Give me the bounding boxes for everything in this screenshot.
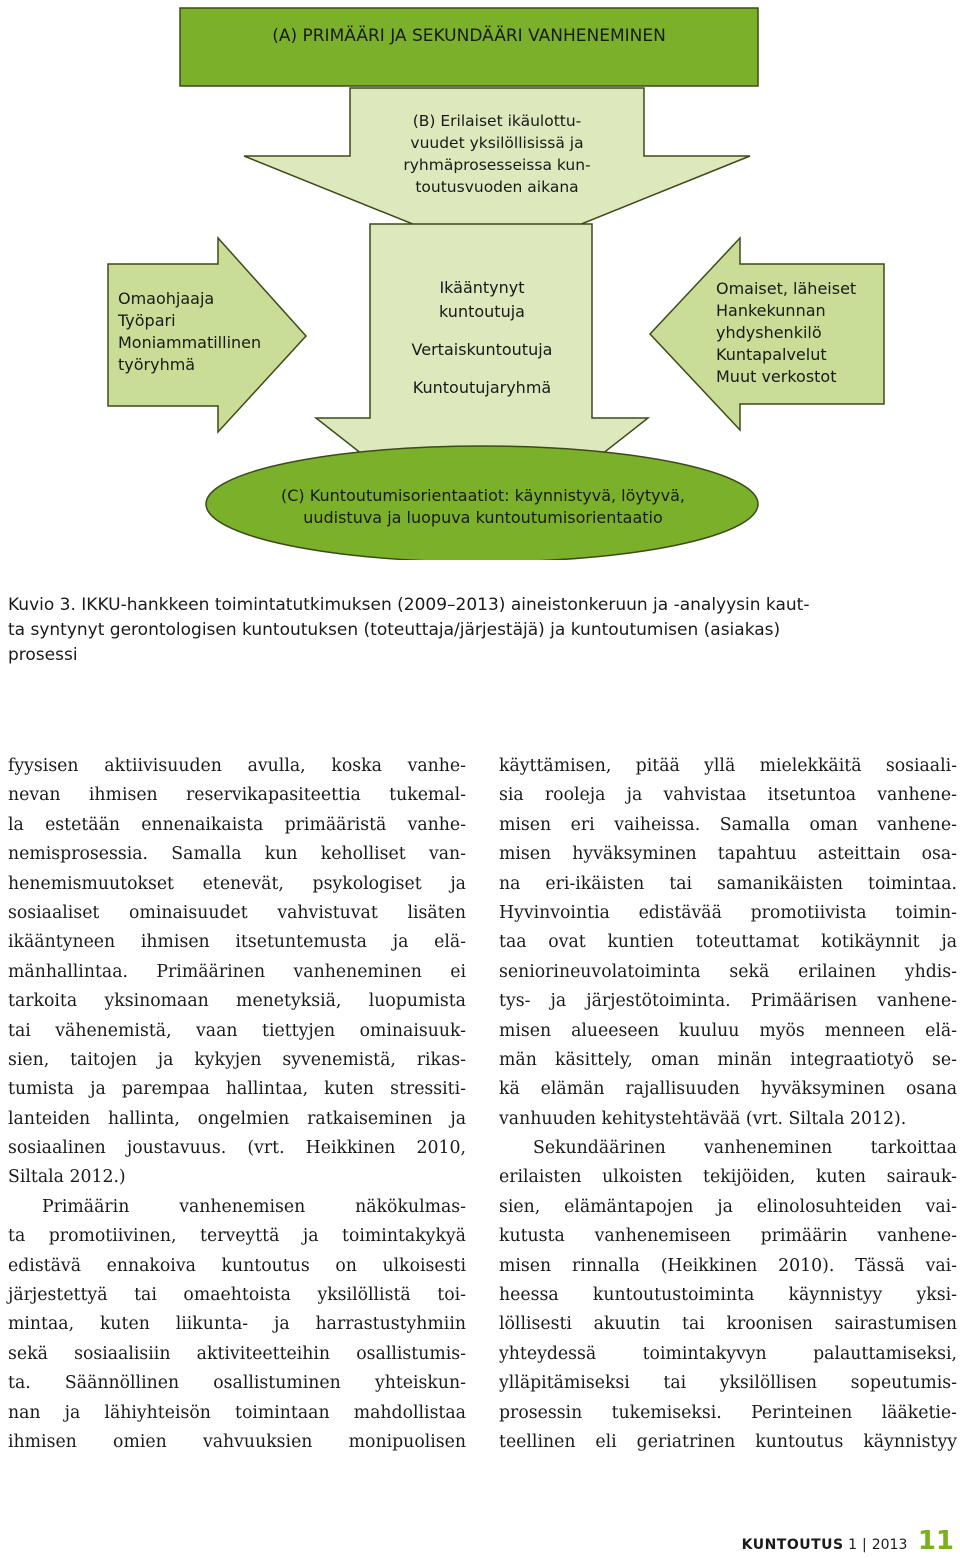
text-line: yhteydessä toimintakyvyn palauttamiseksi, [499, 1343, 957, 1364]
center-line: kuntoutuja [439, 302, 525, 321]
text-line: erilaisten ulkoisten tekijöiden, kuten sairauk- [499, 1167, 957, 1188]
text-line: sien, taitojen ja kykyjen syvenemistä, rikas- [8, 1049, 466, 1070]
text-line: nemisprosessia. Samalla kun keholliset van- [8, 844, 466, 865]
text-line: sosiaaliset ominaisuudet vahvistuvat lisäten [8, 902, 466, 923]
text-line: lanteiden hallinta, ongelmien ratkaiseminen ja [8, 1108, 466, 1129]
text-line: käyttämisen, pitää yllä mielekkäitä sosiaali- [499, 756, 957, 776]
issue-year: 2013 [871, 1537, 908, 1553]
left-arrow-line: työryhmä [118, 355, 196, 374]
text-line: Siltala 2012.) [8, 1167, 126, 1188]
text-line: misen rinnalla (Heikkinen 2010). Tässä vai- [499, 1255, 957, 1276]
text-line: ylläpitämiseksi tai yksilöllisen sopeutumis- [499, 1373, 957, 1394]
text-line: Primäärin vanhenemisen näkökulmas- [42, 1196, 466, 1217]
caption-line: prosessi [8, 645, 78, 665]
magazine-name: KUNTOUTUS [741, 1537, 844, 1553]
arrow-b-line: toutusvuoden aikana [415, 178, 579, 196]
text-line: tumista ja parempaa hallintaa, kuten stressiti- [8, 1079, 466, 1100]
text-line: vanhuuden kehitystehtävää (vrt. Siltala 2012). [499, 1108, 907, 1129]
text-line: na eri-ikäisten tai samanikäisten toimintaa. [499, 873, 957, 894]
caption-line: ta syntynyt gerontologisen kuntoutuksen (toteuttaja/järjestäjä) ja kuntoutumisen (asiakas) [8, 620, 781, 640]
text-line: nan ja lähiyhteisön toimintaan mahdollistaa [8, 1402, 466, 1423]
left-arrow-line: Omaohjaaja [118, 289, 215, 308]
text-line: la estetään ennenaikaista primääristä vanhe- [8, 814, 466, 835]
body-column-left [8, 752, 466, 1457]
right-arrow-line: yhdyshenkilö [716, 323, 822, 342]
center-arrow-text [384, 276, 580, 400]
text-line: ihmisen omien vahvuuksien monipuolisen [8, 1431, 466, 1452]
text-line: misen hyväksyminen tapahtuu asteittain osa- [499, 844, 957, 865]
text-line: Sekundäärinen vanheneminen tarkoittaa [533, 1138, 957, 1159]
body-column-right [499, 752, 957, 1457]
page-number: 11 [917, 1526, 954, 1556]
arrow-b-line: (B) Erilaiset ikäulottu- [412, 112, 582, 130]
text-line: fyysisen aktiivisuuden avulla, koska vanhe- [8, 756, 466, 776]
figure-caption [8, 593, 956, 668]
ellipse-c-text [240, 485, 726, 529]
text-line: ta promotiivinen, terveyttä ja toimintakykyä [8, 1226, 466, 1247]
text-line: kutusta vanhenemiseen primäärin vanhene- [499, 1226, 957, 1247]
arrow-b-text [372, 110, 622, 198]
text-line: järjestettyä tai omaehtoista yksilöllistä toi- [8, 1285, 466, 1306]
text-line: ikääntyneen ihmisen itsetuntemusta ja elä- [8, 932, 466, 953]
text-line: sia rooleja ja vahvistaa itsetuntoa vanhene- [499, 785, 957, 806]
text-line: seniorineuvolatoiminta sekä erilainen yhdis- [499, 961, 957, 982]
text-line: män käsittely, oman minän integraatiotyö se- [499, 1049, 957, 1070]
text-line: taa ovat kuntien toteuttamat kotikäynnit ja [499, 932, 957, 953]
text-line: tarkoita yksinomaan menetyksiä, luopumista [8, 991, 466, 1012]
right-arrow-text [716, 278, 916, 388]
right-arrow-line: Hankekunnan [716, 301, 826, 320]
left-arrow-line: Työpari [118, 311, 176, 330]
text-line: sekä sosiaalisiin aktiviteetteihin osallistumis- [8, 1343, 466, 1364]
text-line: teellinen eli geriatrinen kuntoutus käynnistyy [499, 1431, 957, 1452]
center-line: Kuntoutujaryhmä [412, 378, 552, 397]
text-line: Hyvinvointia edistävää promotiivista toimin- [499, 902, 957, 923]
left-arrow-line: Moniammatillinen [118, 333, 262, 352]
right-arrow-line: Kuntapalvelut [716, 345, 827, 364]
footer-separator: | [862, 1537, 867, 1553]
text-line: sosiaalinen joustavuus. (vrt. Heikkinen 2010, [8, 1138, 466, 1159]
text-line: ta. Säännöllinen osallistuminen yhteiskun- [8, 1373, 466, 1394]
text-line: mintaa, kuten liikunta- ja harrastustyhmiin [8, 1314, 466, 1335]
issue-number: 1 [848, 1537, 857, 1553]
box-a-title: (A) PRIMÄÄRI JA SEKUNDÄÄRI VANHENEMINEN [272, 26, 666, 46]
text-line: tai vähenemistä, vaan tiettyjen ominaisuuk- [8, 1020, 466, 1041]
page-footer [742, 1526, 954, 1556]
text-line: prosessin tukemiseksi. Perinteinen lääketie- [499, 1402, 957, 1423]
center-line: Vertaiskuntoutuja [411, 340, 553, 359]
text-line: löllisesti akuutin tai kroonisen sairastumisen [499, 1314, 957, 1335]
right-arrow-line: Muut verkostot [716, 367, 837, 386]
right-arrow-line: Omaiset, läheiset [716, 279, 857, 298]
text-line: misen eri vaiheissa. Samalla oman vanhene- [499, 814, 957, 835]
caption-line: Kuvio 3. IKKU-hankkeen toimintatutkimuksen (2009–2013) aineistonkeruun ja -analyysin kaut- [8, 595, 810, 615]
text-line: sien, elämäntapojen ja elinolosuhteiden vai- [499, 1196, 957, 1217]
text-line: mänhallintaa. Primäärinen vanheneminen ei [8, 961, 466, 982]
text-line: heessa kuntoutustoiminta käynnistyy yksi- [499, 1285, 957, 1306]
arrow-b-line: ryhmäprosesseissa kun- [403, 156, 591, 174]
left-arrow-text [118, 288, 298, 376]
text-line: misen alueeseen kuuluu myös menneen elä- [499, 1020, 957, 1041]
ellipse-c-line: uudistuva ja luopuva kuntoutumisorientaatio [303, 508, 663, 527]
text-line: edistävä ennakoiva kuntoutus on ulkoisesti [8, 1255, 466, 1276]
text-line: kä elämän rajallisuuden hyväksyminen osana [499, 1079, 957, 1100]
ellipse-c-line: (C) Kuntoutumisorientaatiot: käynnistyvä, löytyvä, [281, 486, 685, 505]
arrow-b-line: vuudet yksilöllisissä ja [410, 134, 584, 152]
text-line: nevan ihmisen reservikapasiteettia tukemal- [8, 785, 466, 806]
text-line: henemismuutokset etenevät, psykologiset ja [8, 873, 466, 894]
center-line: Ikääntynyt [439, 278, 525, 297]
text-line: tys- ja järjestötoiminta. Primäärisen vanhene- [499, 991, 957, 1012]
